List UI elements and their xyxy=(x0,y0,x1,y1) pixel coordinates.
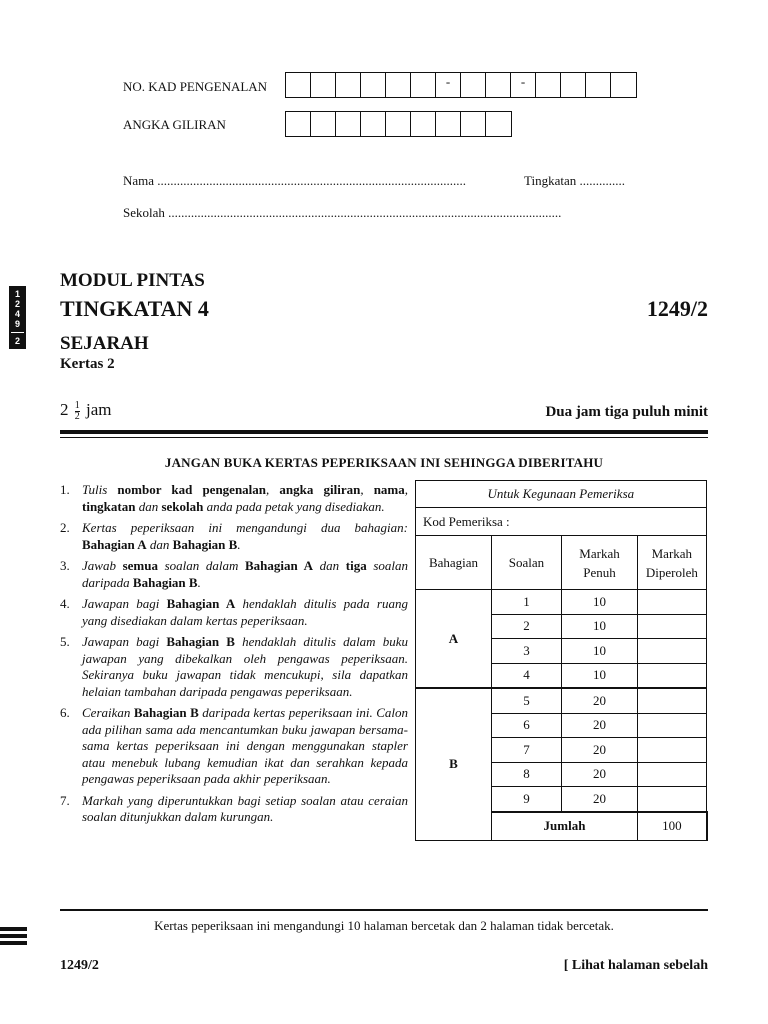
fraction-denominator: 2 xyxy=(74,410,80,422)
marks-obtained-cell[interactable] xyxy=(638,639,707,664)
full-mark: 20 xyxy=(562,738,638,763)
ic-box[interactable] xyxy=(461,73,486,97)
duration xyxy=(60,400,112,426)
footer-rule xyxy=(60,909,708,911)
ic-box[interactable] xyxy=(411,73,436,97)
ic-box[interactable] xyxy=(386,73,411,97)
full-mark: 20 xyxy=(562,787,638,812)
header-question: Soalan xyxy=(492,536,562,590)
marks-obtained-cell[interactable] xyxy=(638,713,707,738)
instruction-number: 5. xyxy=(60,634,70,649)
question-number: 6 xyxy=(492,713,562,738)
full-mark: 10 xyxy=(562,663,638,688)
next-page-note: [ Lihat halaman sebelah xyxy=(563,958,708,973)
margin-mark xyxy=(0,934,27,938)
roll-box[interactable] xyxy=(486,112,511,136)
paper-code: 1249/2 xyxy=(646,296,708,321)
marks-obtained-cell[interactable] xyxy=(638,762,707,787)
roll-box[interactable] xyxy=(286,112,311,136)
title-rule-thin xyxy=(60,437,708,438)
marks-obtained-cell[interactable] xyxy=(638,663,707,688)
ic-box[interactable] xyxy=(486,73,511,97)
header-section: Bahagian xyxy=(416,536,492,590)
examiner-table xyxy=(415,480,708,841)
question-number: 2 xyxy=(492,614,562,639)
total-obtained-cell[interactable] xyxy=(706,812,707,841)
instruction-1: 1. Tulis nombor kad pengenalan, angka giliran, nama, tingkatan dan sekolah anda pada petak yang disediakan. xyxy=(60,482,409,514)
ic-box[interactable] xyxy=(561,73,586,97)
ic-box-dash: - xyxy=(511,73,536,97)
roll-box[interactable] xyxy=(386,112,411,136)
question-number: 5 xyxy=(492,688,562,713)
duration-whole: 2 xyxy=(60,400,69,419)
ic-number-boxes[interactable] xyxy=(285,72,637,98)
instructions xyxy=(60,482,408,826)
section-b-label: B xyxy=(416,688,492,840)
ic-box[interactable] xyxy=(611,73,636,97)
ic-box[interactable] xyxy=(286,73,311,97)
form-title: TINGKATAN 4 xyxy=(60,296,209,321)
roll-number-boxes[interactable] xyxy=(285,111,512,137)
table-row xyxy=(416,590,708,615)
ic-box[interactable] xyxy=(311,73,336,97)
name-field[interactable]: Nama ............................................................................................... xyxy=(123,173,467,188)
examiner-code-field[interactable]: Kod Pemeriksa : xyxy=(416,508,707,536)
instruction-number: 2. xyxy=(60,520,70,535)
question-number: 7 xyxy=(492,738,562,763)
instruction-number: 7. xyxy=(60,792,70,808)
ic-label: NO. KAD PENGENALAN xyxy=(123,79,268,94)
header-full-marks: Markah Penuh xyxy=(562,536,638,590)
instruction-5: 5. Jawapan bagi Bahagian B hendaklah ditulis dalam buku jawapan yang dibekalkan oleh pengawas peperiksaan. Sekiranya buku jawapan tidak mencukupi, sila dapatkan helaian tambahan daripada pengawas peperiksaan. xyxy=(60,634,408,699)
ic-box[interactable] xyxy=(361,73,386,97)
duration-unit: jam xyxy=(86,400,112,419)
margin-mark xyxy=(0,941,27,945)
ic-box[interactable] xyxy=(336,73,361,97)
page-count-note: Kertas peperiksaan ini mengandungi 10 halaman bercetak dan 2 halaman tidak bercetak. xyxy=(154,918,614,933)
form-field[interactable]: Tingkatan .............. xyxy=(524,173,625,188)
question-number: 3 xyxy=(492,639,562,664)
full-mark: 20 xyxy=(562,688,638,713)
full-mark: 20 xyxy=(562,713,638,738)
instruction-4: 4. Jawapan bagi Bahagian A hendaklah ditulis pada ruang yang disediakan dalam kertas peperiksaan. xyxy=(60,596,408,628)
marks-obtained-cell[interactable] xyxy=(638,738,707,763)
instruction-number: 4. xyxy=(60,596,70,611)
side-paper-code xyxy=(9,286,26,349)
title-rule-thick xyxy=(60,430,708,434)
roll-box[interactable] xyxy=(311,112,336,136)
instruction-number: 1. xyxy=(60,482,70,497)
school-field[interactable]: Sekolah ......................................................................................................................... xyxy=(123,205,562,220)
roll-box[interactable] xyxy=(461,112,486,136)
section-a-label: A xyxy=(416,590,492,689)
instruction-number: 6. xyxy=(60,705,70,720)
total-label: Jumlah xyxy=(492,812,638,841)
ic-box-dash: - xyxy=(436,73,461,97)
question-number: 1 xyxy=(492,590,562,615)
question-number: 8 xyxy=(492,762,562,787)
instruction-3: 3. Jawab semua soalan dalam Bahagian A dan tiga soalan daripada Bahagian B. xyxy=(60,558,408,590)
footer-paper-code: 1249/2 xyxy=(60,958,99,973)
full-mark: 10 xyxy=(562,614,638,639)
duration-text: Dua jam tiga puluh minit xyxy=(545,404,708,420)
instruction-7: 7. Markah yang diperuntukkan bagi setiap soalan atau ceraian soalan ditunjukkan dalam kurungan. xyxy=(60,792,408,824)
roll-box[interactable] xyxy=(411,112,436,136)
roll-label: ANGKA GILIRAN xyxy=(123,117,226,132)
full-mark: 10 xyxy=(562,639,638,664)
roll-box[interactable] xyxy=(361,112,386,136)
ic-box[interactable] xyxy=(536,73,561,97)
side-code-digit: 4 xyxy=(14,309,20,319)
examiner-table-title: Untuk Kegunaan Pemeriksa xyxy=(416,481,707,508)
duration-fraction xyxy=(75,401,80,422)
roll-box[interactable] xyxy=(336,112,361,136)
question-number: 9 xyxy=(492,787,562,812)
margin-mark xyxy=(0,927,27,931)
question-number: 4 xyxy=(492,663,562,688)
full-mark: 20 xyxy=(562,762,638,787)
paper-number: Kertas 2 xyxy=(60,356,115,372)
instruction-number: 3. xyxy=(60,558,70,573)
side-code-divider xyxy=(11,332,24,333)
side-code-digit: 2 xyxy=(14,299,20,309)
roll-box[interactable] xyxy=(436,112,461,136)
subject-title: SEJARAH xyxy=(60,333,149,354)
fraction-numerator: 1 xyxy=(74,399,80,411)
table-row xyxy=(416,688,708,713)
header-marks-obtained: Markah Diperoleh xyxy=(638,536,707,590)
marks-obtained-cell[interactable] xyxy=(638,614,707,639)
instruction-2: 2. Kertas peperiksaan ini mengandungi dua bahagian: Bahagian A dan Bahagian B. xyxy=(60,520,408,552)
marks-obtained-cell[interactable] xyxy=(638,787,707,812)
side-code-digit: 1 xyxy=(14,289,20,299)
instruction-6: 6. Ceraikan Bahagian B daripada kertas peperiksaan ini. Calon ada pilihan sama ada mencantumkan buku jawapan bersama-sama kertas peperiksaan ini dengan menggunakan stapler atau menebuk lubang kemudian ikat dan serahkan kepada pengawas peperiksaan pada akhir peperiksaan. xyxy=(60,705,408,786)
full-mark: 10 xyxy=(562,590,638,615)
side-code-digit: 9 xyxy=(14,319,20,329)
total-full-marks: 100 xyxy=(638,812,707,841)
side-code-digit: 2 xyxy=(14,336,20,346)
module-title: MODUL PINTAS xyxy=(60,270,205,291)
warning-banner: JANGAN BUKA KERTAS PEPERIKSAAN INI SEHINGGA DIBERITAHU xyxy=(164,455,604,470)
marks-obtained-cell[interactable] xyxy=(638,688,707,713)
marks-obtained-cell[interactable] xyxy=(638,590,707,615)
ic-box[interactable] xyxy=(586,73,611,97)
